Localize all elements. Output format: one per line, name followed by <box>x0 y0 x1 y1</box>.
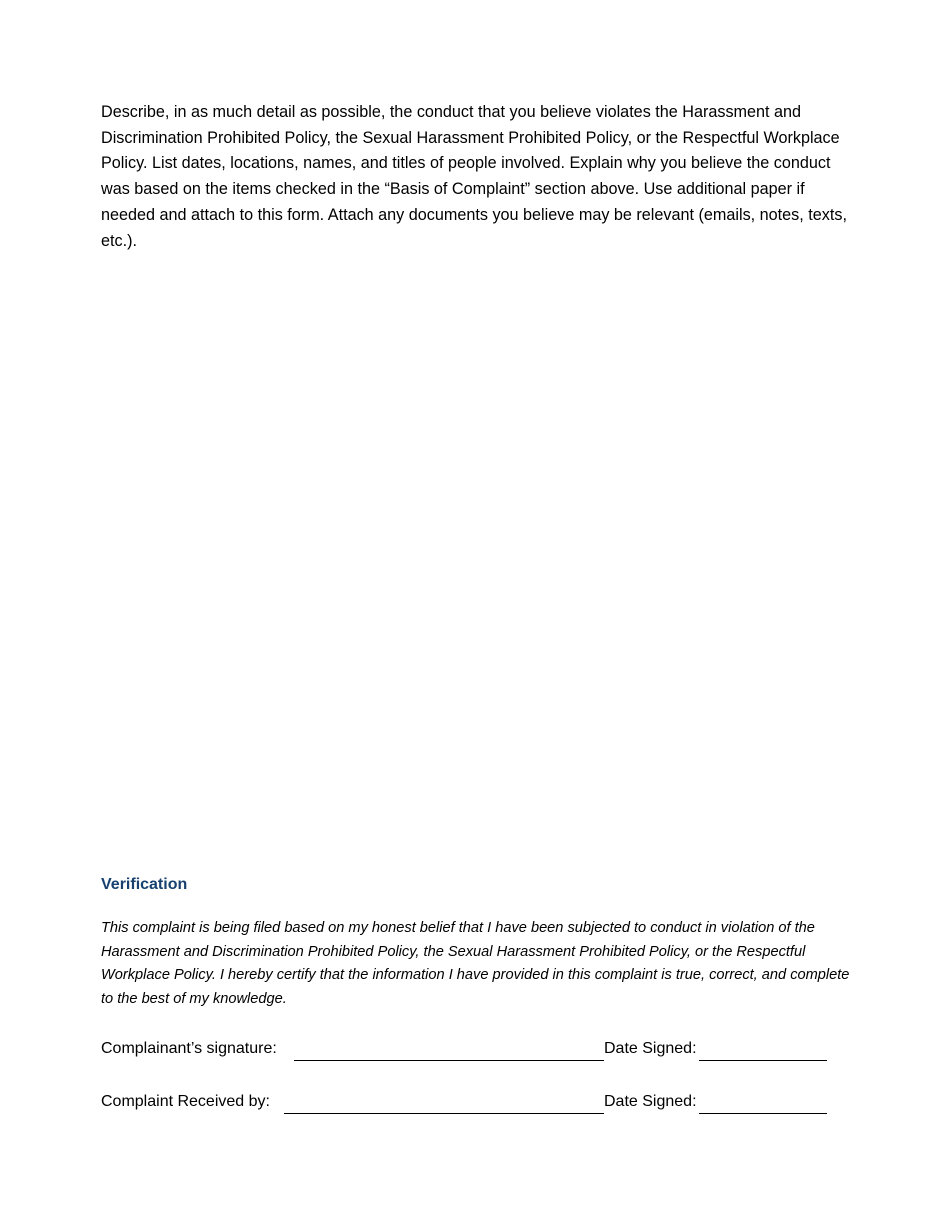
instructions-paragraph: Describe, in as much detail as possible, the conduct that you believe violates the Harassment and Discrimination Prohibited Policy, the Sexual Harassment Prohibited Policy, or the Respectful Workplace Policy. List dates, locations, names, and titles of people involved. Explain why you believe the conduct was based on the items checked in the “Basis of Complaint” section above. Use additional paper if needed and attach to this form. Attach any documents you believe may be relevant (emails, notes, texts, etc.). <box>101 103 847 250</box>
received-date-label: Date Signed: <box>604 1093 697 1110</box>
received-by-signature-line[interactable] <box>284 1113 604 1114</box>
verification-statement: This complaint is being filed based on my honest belief that I have been subjected to conduct in violation of the Harassment and Discrimination Prohibited Policy, the Sexual Harassment Prohibited Policy, or the Respectful Workplace Policy. I hereby certify that the information I have provided in this complaint is true, correct, and complete to the best of my knowledge. <box>101 920 850 1007</box>
complainant-date-line[interactable] <box>699 1060 827 1061</box>
complainant-signature-line[interactable] <box>294 1060 604 1061</box>
received-by-row <box>101 1093 861 1117</box>
complainant-date-label: Date Signed: <box>604 1040 697 1057</box>
received-by-label: Complaint Received by: <box>101 1093 270 1110</box>
received-date-line[interactable] <box>699 1113 827 1114</box>
complainant-signature-row <box>101 1040 861 1064</box>
complainant-signature-label: Complainant’s signature: <box>101 1040 277 1057</box>
verification-heading: Verification <box>101 876 188 893</box>
